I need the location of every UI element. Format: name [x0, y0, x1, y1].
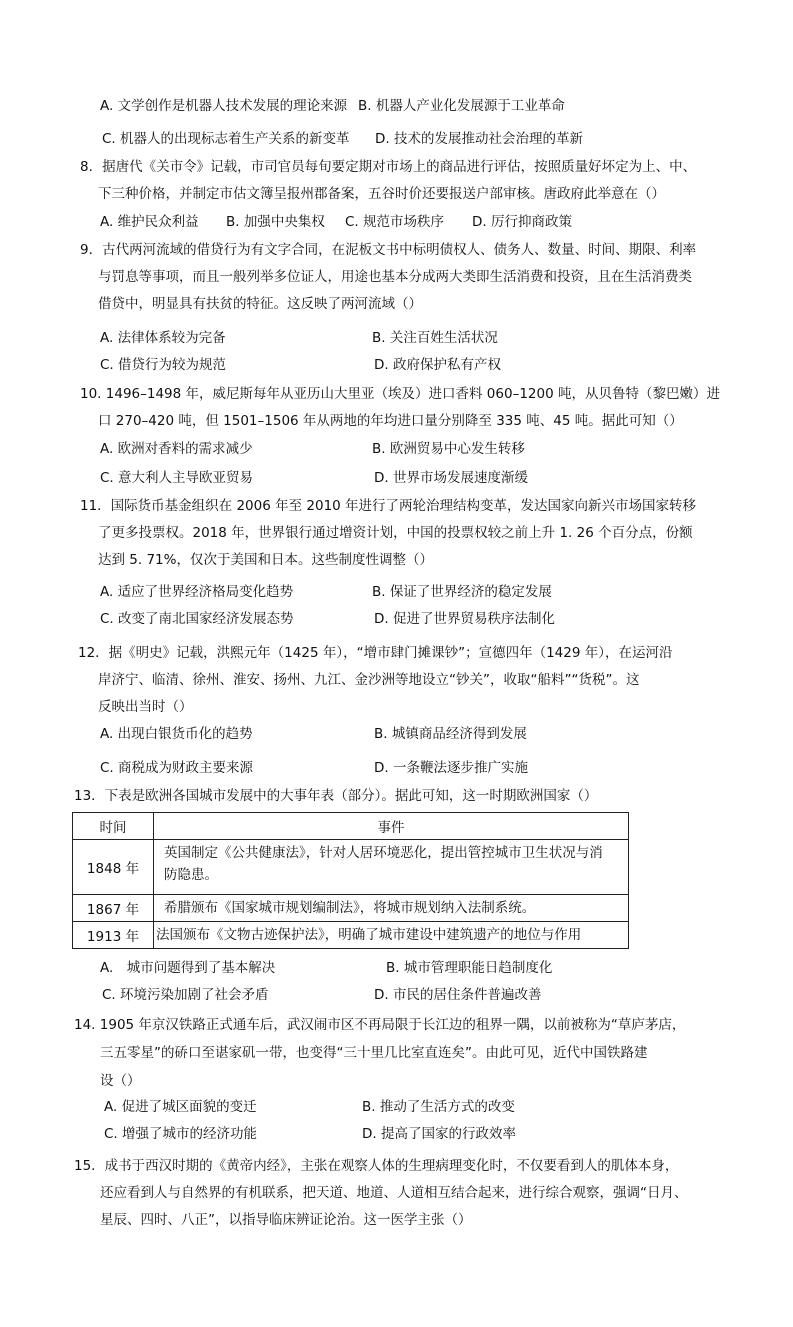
question-text: 三五零星”的硚口至谌家矶一带，也变得“三十里几比室直连矣”。由此可见，近代中国铁路建: [100, 1045, 648, 1061]
question-text: 与罚息等事项，而且一般列举多位证人，用途也基本分成两大类即生活消费和投资，且在生活消费类: [98, 269, 692, 285]
q8-option-a: A. 维护民众利益: [100, 214, 199, 230]
q12-option-c: C. 商税成为财政主要来源: [100, 760, 254, 776]
q12-option-a: A. 出现白银货币化的趋势: [100, 726, 253, 742]
q13-option-d: D. 市民的居住条件普遍改善: [374, 987, 542, 1003]
q11-option-d: D. 促进了世界贸易秩序法制化: [374, 611, 555, 627]
q13-option-c: C. 环境污染加剧了社会矛盾: [102, 987, 269, 1003]
q7-option-b: B. 机器人产业化发展源于工业革命: [358, 98, 565, 114]
row-year: 1848 年: [73, 840, 154, 895]
q9-option-c: C. 借贷行为较为规范: [100, 357, 227, 373]
q7-option-a: A. 文学创作是机器人技术发展的理论来源: [100, 98, 348, 114]
q12-option-d: D. 一条鞭法逐步推广实施: [374, 760, 528, 776]
row-event: [154, 840, 629, 895]
question-text: 8．据唐代《关市令》记载，市司官员每旬要定期对市场上的商品进行评估，按照质量好坏定为上、中、: [80, 159, 697, 175]
question-text: 达到 5. 71%，仅次于美国和日本。这些制度性调整（）: [98, 552, 433, 568]
question-text: 借贷中，明显具有扶贫的特征。这反映了两河流域（）: [98, 296, 422, 312]
q7-option-d: D. 技术的发展推动社会治理的革新: [375, 131, 583, 147]
question-text: 反映出当时（）: [98, 699, 193, 715]
question-text: 11．国际货币基金组织在 2006 年至 2010 年进行了两轮治理结构变革，发达国家向新兴市场国家转移: [80, 498, 697, 514]
q10-option-d: D. 世界市场发展速度渐缓: [374, 470, 528, 486]
question-text: 设（）: [100, 1073, 141, 1089]
row-year: 1867 年: [73, 895, 154, 922]
q10-option-a: A. 欧洲对香料的需求减少: [100, 441, 253, 457]
row-event: 法国颁布《文物古迹保护法》，明确了城市建设中建筑遗产的地位与作用: [154, 922, 629, 949]
row-event: 希腊颁布《国家城市规划编制法》，将城市规划纳入法制系统。: [154, 895, 629, 922]
question-text: 13．下表是欧洲各国城市发展中的大事年表（部分）。据此可知，这一时期欧洲国家（）: [74, 788, 598, 804]
q11-option-a: A. 适应了世界经济格局变化趋势: [100, 584, 294, 600]
q14-option-d: D. 提高了国家的行政效率: [362, 1126, 516, 1142]
q13-option-b: B. 城市管理职能日趋制度化: [386, 960, 553, 976]
q13-option-a: A. 城市问题得到了基本解决: [100, 960, 276, 976]
question-text: 15．成书于西汉时期的《黄帝内经》，主张在观察人体的生理病理变化时，不仅要看到人的肌体本身，: [74, 1158, 679, 1174]
column-header-event: 事件: [154, 813, 629, 840]
q12-option-b: B. 城镇商品经济得到发展: [374, 726, 527, 742]
question-text: 9．古代两河流域的借贷行为有文字合同，在泥板文书中标明债权人、债务人、数量、时间、期限、利率: [80, 242, 697, 258]
table-row: [73, 922, 629, 949]
q9-option-d: D. 政府保护私有产权: [374, 357, 501, 373]
q9-option-b: B. 关注百姓生活状况: [372, 330, 498, 346]
row-event-line: 防隐患。: [164, 867, 218, 883]
column-header-time: 时间: [73, 813, 154, 840]
q14-option-a: A. 促进了城区面貌的变迁: [104, 1099, 257, 1115]
q11-option-c: C. 改变了南北国家经济发展态势: [100, 611, 294, 627]
q14-option-c: C. 增强了城市的经济功能: [104, 1126, 258, 1142]
q8-option-c: C. 规范市场秩序: [345, 214, 445, 230]
question-text: 口 270–420 吨，但 1501–1506 年从两地的年均进口量分别降至 335 吨、45 吨。据此可知（）: [98, 413, 683, 429]
question-text: 12．据《明史》记载，洪熙元年（1425 年），“增市肆门摊课钞”；宣德四年（1429 年），在运河沿: [78, 645, 673, 661]
table-row: [73, 895, 629, 922]
table-header-row: [73, 813, 629, 840]
q7-option-c: C. 机器人的出现标志着生产关系的新变革: [102, 131, 350, 147]
question-text: 了更多投票权。2018 年，世界银行通过增资计划，中国的投票权较之前上升 1. 26 个百分点，份额: [98, 525, 693, 541]
q8-option-d: D. 厉行抑商政策: [472, 214, 572, 230]
q10-option-c: C. 意大利人主导欧亚贸易: [100, 470, 254, 486]
table-row: [73, 840, 629, 895]
row-year: 1913 年: [73, 922, 154, 949]
question-text: 星辰、四时、八正”，以指导临床辨证论治。这一医学主张（）: [100, 1212, 472, 1228]
q9-option-a: A. 法律体系较为完备: [100, 330, 226, 346]
q11-option-b: B. 保证了世界经济的稳定发展: [372, 584, 552, 600]
row-event-line: 英国制定《公共健康法》，针对人居环境恶化，提出管控城市卫生状况与消: [164, 845, 603, 861]
question-text: 14. 1905 年京汉铁路正式通车后，武汉闹市区不再局限于长江边的租界一隅，以前被称为“草庐茅店，: [74, 1017, 686, 1033]
q10-option-b: B. 欧洲贸易中心发生转移: [372, 441, 525, 457]
question-text: 岸济宁、临清、徐州、淮安、扬州、九江、金沙洲等地设立“钞关”，收取“船料”“货税”。这: [98, 672, 640, 688]
question-text: 下三种价格，并制定市估文簿呈报州郡备案，五谷时价还要报送户部审核。唐政府此举意在（）: [98, 186, 665, 202]
q8-option-b: B. 加强中央集权: [226, 214, 325, 230]
question-text: 还应看到人与自然界的有机联系，把天道、地道、人道相互结合起来，进行综合观察，强调“日月、: [100, 1185, 688, 1201]
question-text: 10. 1496–1498 年，威尼斯每年从亚历山大里亚（埃及）进口香料 060–1200 吨，从贝鲁特（黎巴嫩）进: [80, 386, 720, 402]
event-table: [72, 812, 629, 949]
q14-option-b: B. 推动了生活方式的改变: [362, 1099, 515, 1115]
